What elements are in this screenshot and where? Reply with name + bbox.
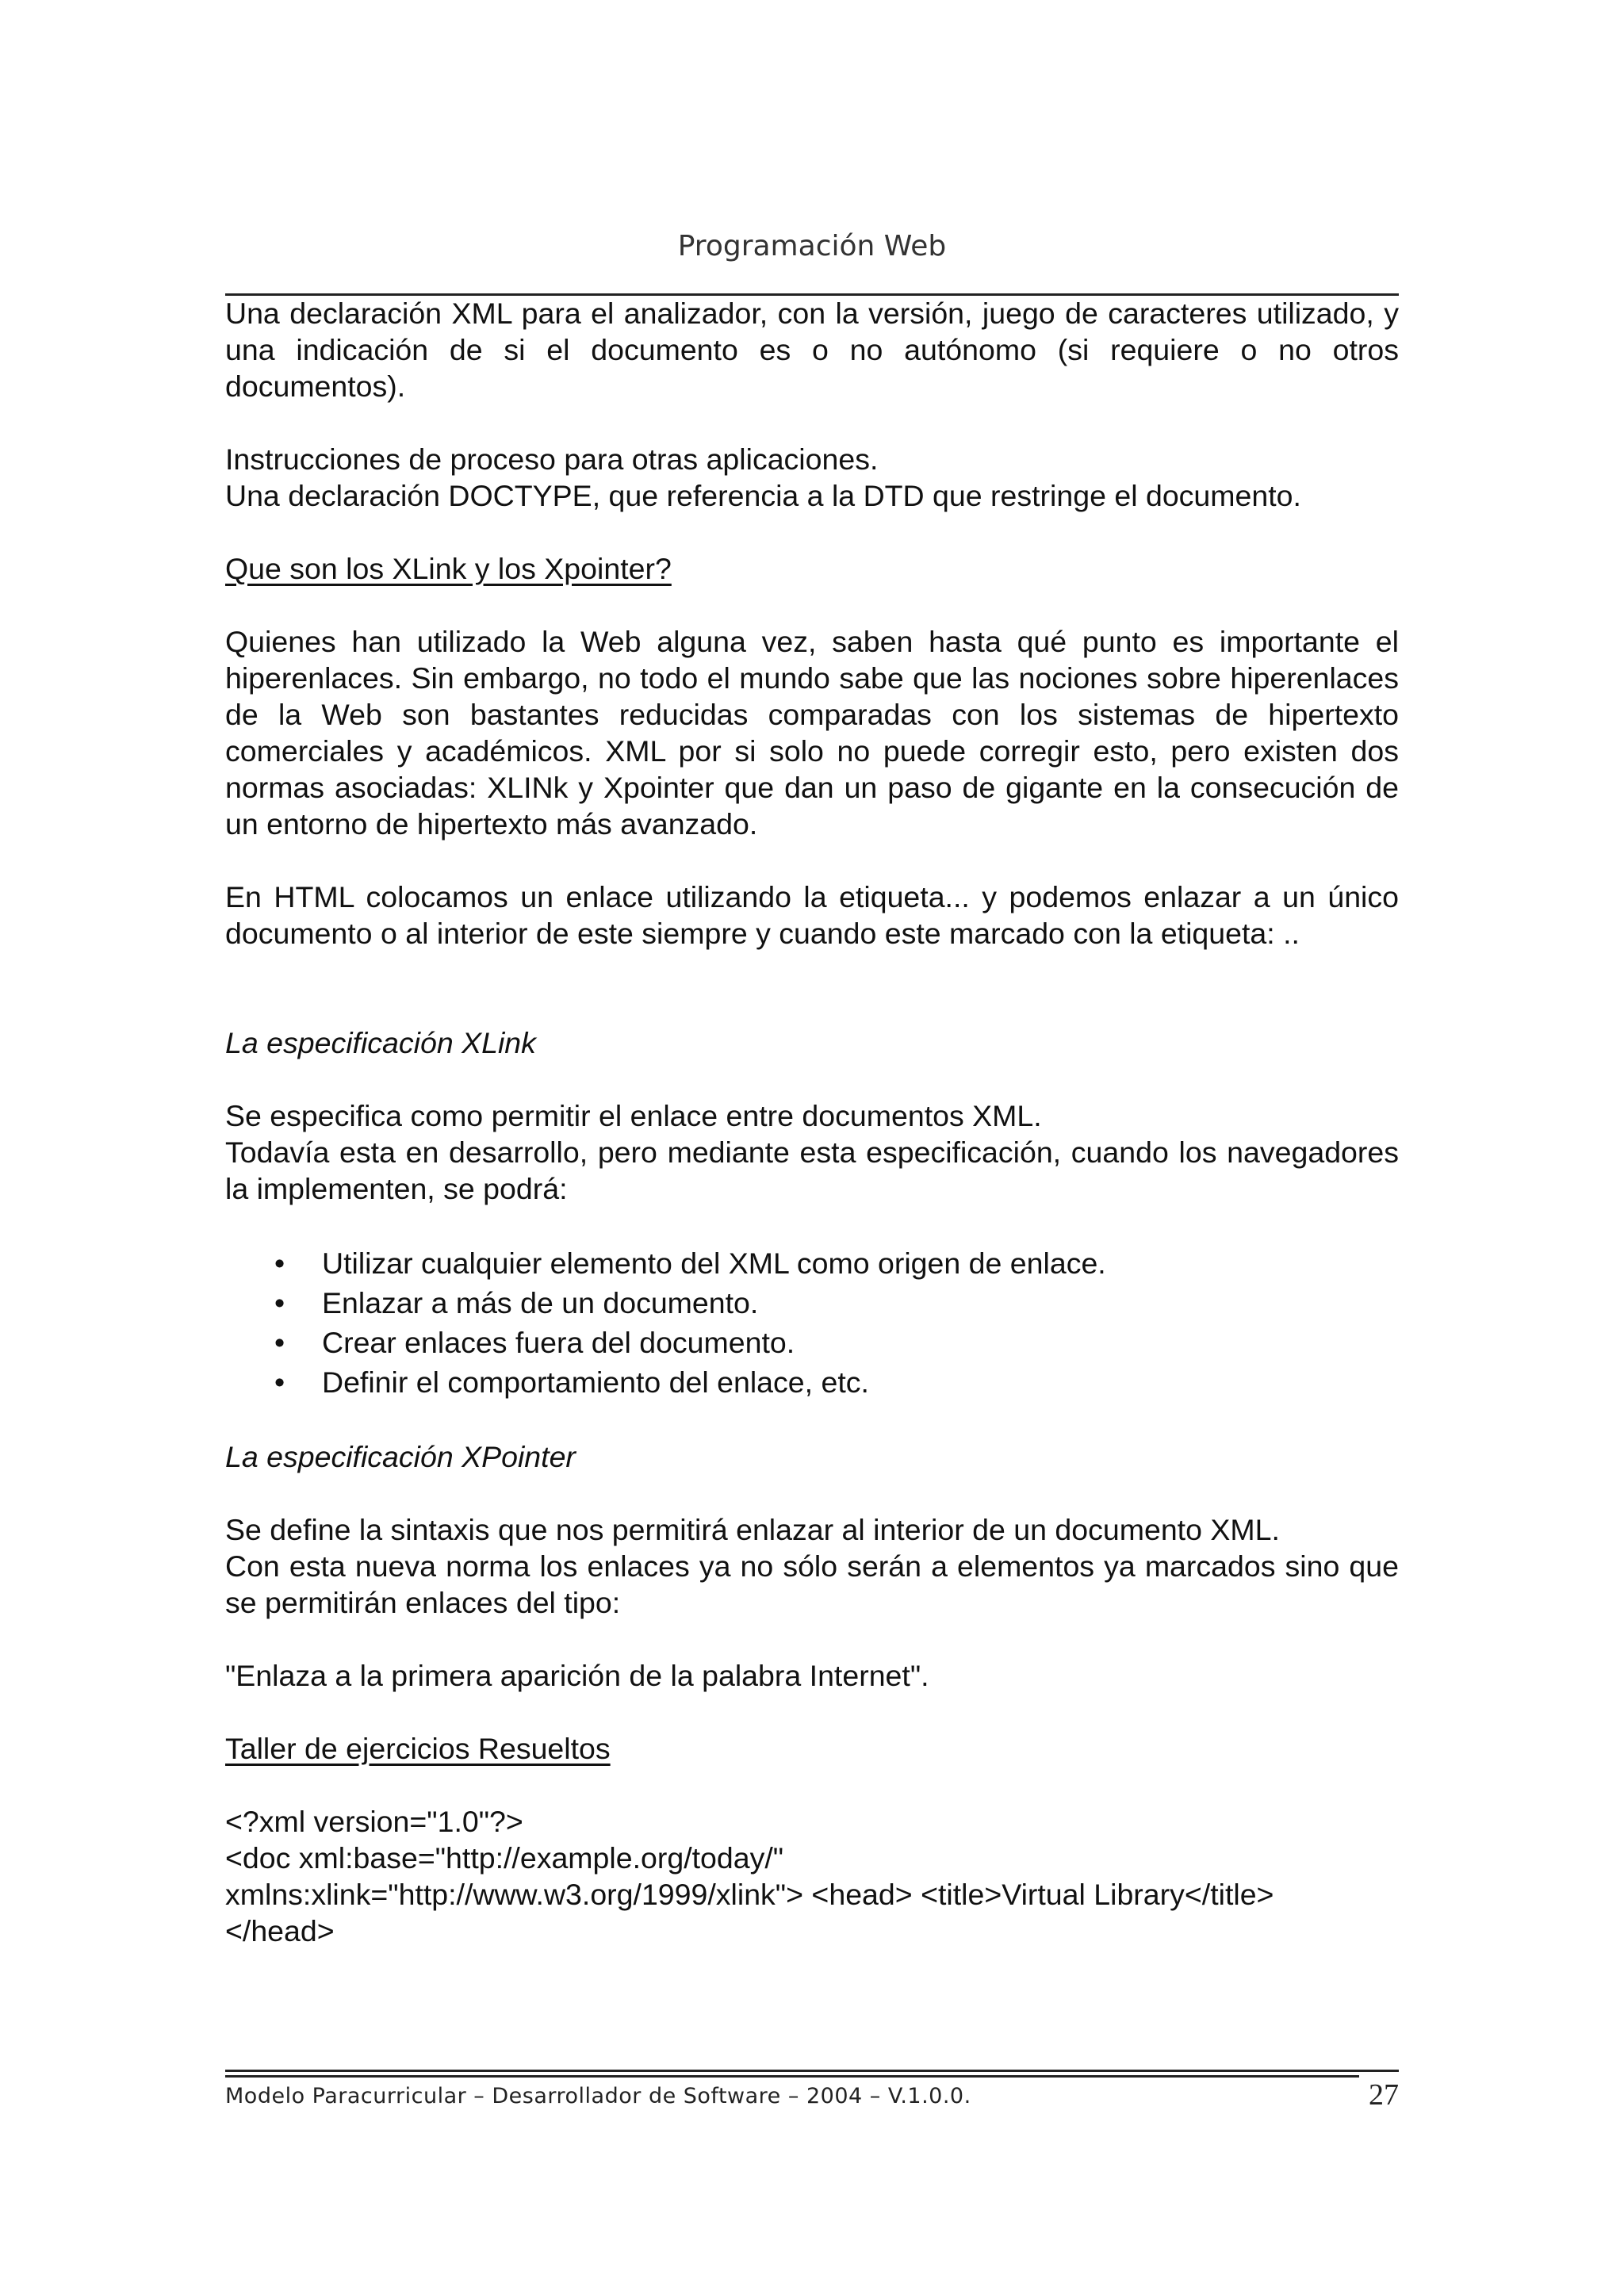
footer-text: Modelo Paracurricular – Desarrollador de Software – 2004 – V.1.0.0.	[225, 2084, 971, 2108]
xlink-capabilities-list	[225, 1243, 1399, 1402]
bullet-icon: •	[274, 1365, 285, 1399]
intro-paragraph: Una declaración XML para el analizador, con la versión, juego de caracteres utilizado, y una indicación de si el documento es o no autónomo (si requiere o no otros documentos).	[225, 297, 1399, 403]
code-line: <doc xml:base="http://example.org/today/"	[225, 1841, 784, 1875]
quienes-paragraph: Quienes han utilizado la Web alguna vez, saben hasta qué punto es importante el hiperenlaces. Sin embargo, no todo el mundo sabe que las nociones sobre hiperenlaces de la Web son bastantes reducidas comparadas con los sistemas de hipertexto comerciales y académicos. XML por si solo no puede corregir esto, pero existen dos normas asociadas: XLINk y Xpointer que dan un paso de gigante en la consecución de un entorno de hipertexto más avanzado.	[225, 625, 1399, 841]
xpointer-line-2: Con esta nueva norma los enlaces ya no sólo serán a elementos ya marcados sino que se permitirán enlaces del tipo:	[225, 1549, 1399, 1619]
footer-divider-top	[225, 2070, 1399, 2072]
bullet-icon: •	[274, 1326, 285, 1359]
code-line: xmlns:xlink="http://www.w3.org/1999/xlink"> <head> <title>Virtual Library</title>	[225, 1878, 1274, 1911]
page-header-title: Programación Web	[677, 230, 947, 262]
xml-example	[225, 1803, 1399, 1949]
page-body	[225, 295, 1399, 1949]
page-number: 27	[1369, 2078, 1399, 2112]
xpointer-line-1: Se define la sintaxis que nos permitirá enlazar al interior de un documento XML.	[225, 1513, 1280, 1546]
taller-heading: Taller de ejercicios Resueltos	[225, 1732, 611, 1765]
bullet-icon: •	[274, 1247, 285, 1280]
en-html-paragraph: En HTML colocamos un enlace utilizando la etiqueta... y podemos enlazar a un único documento o al interior de este siempre y cuando este marcado con la etiqueta: ..	[225, 880, 1399, 950]
xlink-spec-line-2: Todavía esta en desarrollo, pero mediante esta especificación, cuando los navegadores la implementen, se podrá:	[225, 1136, 1399, 1205]
list-item: • Definir el comportamiento del enlace, etc.	[225, 1362, 1399, 1402]
xpointer-spec-heading: La especificación XPointer	[225, 1440, 576, 1473]
list-item: • Utilizar cualquier elemento del XML como origen de enlace.	[225, 1243, 1399, 1283]
xlink-xpointer-heading: Que son los XLink y los Xpointer?	[225, 552, 672, 585]
doctype-line: Una declaración DOCTYPE, que referencia a la DTD que restringe el documento.	[225, 479, 1301, 512]
footer-divider-bottom	[225, 2075, 1359, 2078]
list-item: • Crear enlaces fuera del documento.	[225, 1323, 1399, 1362]
xlink-spec-heading: La especificación XLink	[225, 1026, 536, 1059]
xlink-spec-line-1: Se especifica como permitir el enlace entre documentos XML.	[225, 1099, 1042, 1132]
code-line: </head>	[225, 1914, 335, 1947]
list-item: • Enlazar a más de un documento.	[225, 1283, 1399, 1323]
code-line: <?xml version="1.0"?>	[225, 1805, 523, 1838]
bullet-icon: •	[274, 1286, 285, 1319]
instrucciones-line: Instrucciones de proceso para otras aplicaciones.	[225, 442, 879, 476]
quote-line: "Enlaza a la primera aparición de la palabra Internet".	[225, 1659, 929, 1692]
